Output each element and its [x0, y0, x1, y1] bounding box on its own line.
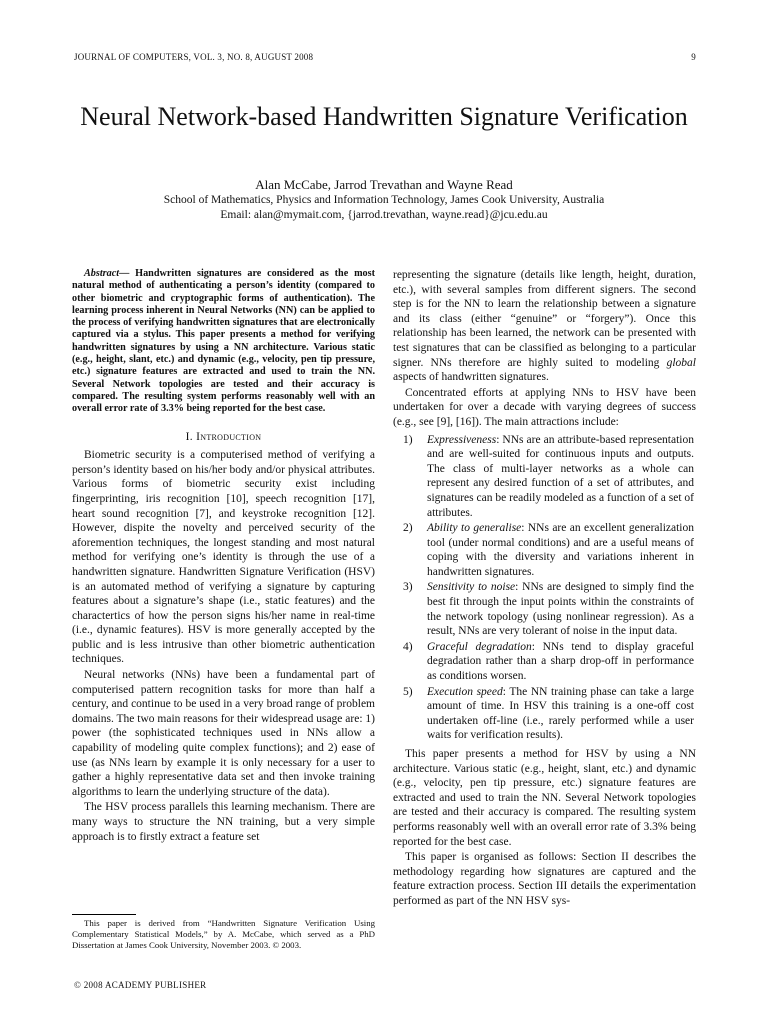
- publisher-footer: © 2008 ACADEMY PUBLISHER: [74, 980, 207, 990]
- page-number: 9: [691, 52, 696, 62]
- footnote-rule: [72, 914, 136, 915]
- list-item: [393, 433, 696, 521]
- list-number: 5): [403, 685, 413, 698]
- intro-paragraph: The HSV process parallels this learning mechanism. There are many ways to structure the NN training, but a very simple approach is to firstly extract a feature set: [72, 801, 375, 843]
- continued-text-end: aspects of handwritten signatures.: [393, 371, 549, 384]
- body-paragraph: Concentrated efforts at applying NNs to HSV have been undertaken for over a decade with varying degrees of success (e.g., see [9], [16]). The main attractions include:: [393, 386, 696, 428]
- list-term: Expressiveness: [427, 433, 497, 446]
- body-paragraph: This paper presents a method for HSV by using a NN architecture. Various static (e.g., height, slant, etc.) and dynamic (e.g., velocity, pen tip pressure, etc.) signature features are extracted and used to train the NN. Several Network topologies are tested and their accuracy is compared. The resulting system performs reasonably well with an overall error rate of 3.3% being reported for the best case.: [393, 748, 696, 848]
- intro-paragraph: Biometric security is a computerised method of verifying a person’s identity based on his/her body and/or physical attributes. Various forms of biometric security exist including fingerprinting, iris recognition [10], speech recognition [17], heart sound recognition [7], and keystroke recognition [12]. However, dispite the novelty and perceived security of the aforemention techniques, the longest standing and most natural method for verifying one’s identity is through the use of a handwritten signature. Handwritten Signature Verification (HSV) is an automated method of verifying a signature by capturing features about a signature’s shape (i.e., static features) and the charactertics of how the person signs his/her name in real-time (i.e., dynamic features). HSV is more generally accepted by the public and is less intrusive than other biometric authentication techniques.: [72, 449, 375, 666]
- list-item: [393, 580, 696, 638]
- list-number: 4): [403, 640, 413, 653]
- list-text: : NNs are an excellent generalization tool (under normal conditions) and are a useful means of coping with the diversity and variations inherent in handwritten signatures.: [427, 522, 694, 578]
- abstract-label: Abstract: [84, 268, 120, 279]
- author-list: Alan McCabe, Jarrod Trevathan and Wayne Read: [255, 177, 513, 192]
- running-header: [74, 52, 696, 62]
- left-column: [72, 268, 375, 844]
- author-email: Email: alan@mymait.com, {jarrod.trevathan, wayne.read}@jcu.edu.au: [220, 209, 548, 221]
- section-number: I.: [185, 430, 193, 443]
- list-item: [393, 685, 696, 743]
- list-term: Sensitivity to noise: [427, 581, 516, 594]
- list-term: Execution speed: [427, 685, 503, 698]
- footnote: This paper is derived from “Handwritten Signature Verification Using Complementary Statistical Models,” by A. McCabe, which served as a PhD Dissertation at James Cook University, November 2003. © 2003.: [72, 918, 375, 950]
- list-number: 1): [403, 433, 413, 446]
- section-heading-introduction: [72, 430, 375, 445]
- list-text: : NNs tend to display graceful degradation rather than a sharp drop-off in performance as conditions worsen.: [427, 640, 694, 683]
- paper-title: Neural Network-based Handwritten Signature Verification: [80, 102, 688, 131]
- intro-paragraph: Neural networks (NNs) have been a fundamental part of computerised pattern recognition tasks for more than half a century, and continue to be used in a very broad range of problem domains. The two main reasons for their widespread usage are: 1) power (the sophisticated techniques used in NNs allow a capability of modeling quite complex functions); and 2) ease of use (as NNs learn by example it is only necessary for a user to gather a highly representative data set and then invoke training algorithms to learn the underlying structure of the data).: [72, 669, 375, 798]
- continued-text: representing the signature (details like length, height, duration, etc.), with several samples from different signers. The second step is for the NN to learn the relationship between a signature and its class (either “genuine” or “forgery”). Once this relationship has been learned, the network can be presented with test signatures that can be classified as belonging to a particular signer. NNs therefore are highly suited to modeling: [393, 269, 696, 369]
- section-title: Introduction: [196, 430, 262, 443]
- list-text: : NNs are designed to simply find the best fit through the input points within the constraints of the network topology (using nonlinear regression). As a result, NNs are very tolerant of noise in the input data.: [427, 581, 695, 638]
- abstract-text: Handwritten signatures are considered as the most natural method of authenticating a person’s identity (compared to other biometric and cryptographic forms of authentication). The learning process inherent in Neural Networks (NN) can be applied to the process of verifying handwritten signatures that are electronically captured via a stylus. This paper presents a method for verifying handwritten signatures by using a NN architecture. Various static (e.g., height, slant, etc.) and dynamic (e.g., velocity, pen tip pressure, etc.) signature features are extracted and used to train the NN. Several Network topologies are tested and their accuracy is compared. The resulting system performs reasonably well with an overall error rate of 3.3% being reported for the best case.: [72, 268, 376, 415]
- continued-paragraph: [393, 268, 696, 385]
- list-number: 3): [403, 581, 413, 594]
- affiliation: School of Mathematics, Physics and Information Technology, James Cook University, Australia: [163, 194, 605, 206]
- body-paragraph: This paper is organised as follows: Section II describes the methodology regarding how signatures are captured and the feature extraction process. Section III details the experimentation performed as part of the NN HSV sys-: [393, 851, 696, 907]
- list-term: Ability to generalise: [427, 522, 522, 535]
- list-text: : NNs are an attribute-based representation and are well-suited for continuous inputs and outputs. The class of multi-layer networks as a whole can represent any desired function of a set of attributes, and signatures can be readily modeled as a function of a set of attributes.: [427, 433, 694, 519]
- list-text: : The NN training phase can take a large amount of time. In HSV this training is a one-off cost undertaken off-line (i.e., rarely performed while a user waits for verification results).: [427, 685, 694, 742]
- attractions-list: [393, 433, 696, 743]
- list-item: [393, 640, 696, 684]
- abstract: Abstract— Handwritten signatures are considered as the most natural method of authenticating a person’s identity (compared to other biometric and cryptographic forms of authentication). The learning process inherent in Neural Networks (NN) can be applied to the process of verifying handwritten signatures that are electronically captured via a stylus. This paper presents a method for verifying handwritten signatures by using a NN architecture. Various static (e.g., height, slant, etc.) and dynamic (e.g., velocity, pen tip pressure, etc.) signature features are extracted and used to train the NN. Several Network topologies are tested and their accuracy is compared. The resulting system performs reasonably well with an overall error rate of 3.3% being reported for the best case.: [72, 268, 376, 415]
- journal-citation: JOURNAL OF COMPUTERS, VOL. 3, NO. 8, AUGUST 2008: [74, 52, 314, 62]
- list-number: 2): [403, 522, 413, 535]
- list-item: [393, 521, 696, 579]
- list-term: Graceful degradation: [427, 640, 532, 653]
- right-column: [393, 268, 696, 909]
- emphasis-global: global: [666, 356, 696, 369]
